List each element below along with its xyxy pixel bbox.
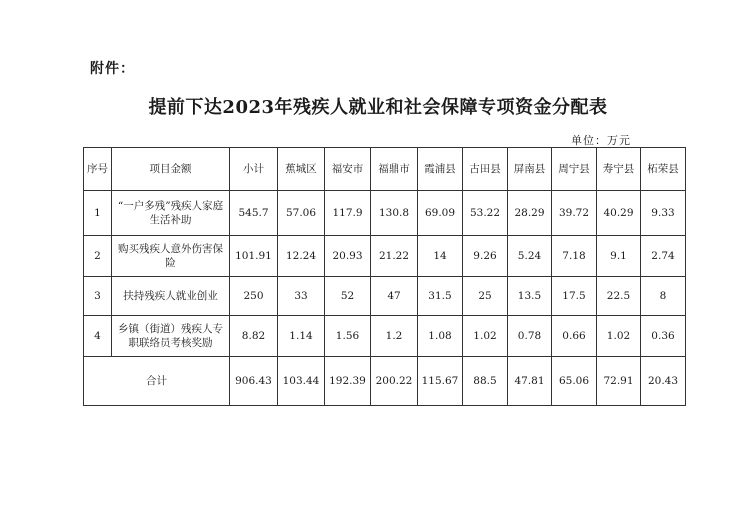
value-cell: 1.2 [371, 316, 418, 357]
value-cell: 13.5 [508, 277, 552, 316]
value-cell: 9.33 [641, 191, 686, 236]
value-cell: 1.02 [597, 316, 641, 357]
value-cell: 117.9 [325, 191, 371, 236]
value-cell: 1.14 [278, 316, 325, 357]
header-cell: 霞浦县 [418, 148, 463, 191]
value-cell: 0.78 [508, 316, 552, 357]
value-cell: 0.66 [552, 316, 597, 357]
row-seq: 1 [84, 191, 112, 236]
value-cell: 8.82 [230, 316, 278, 357]
value-cell: 545.7 [230, 191, 278, 236]
header-cell: 古田县 [463, 148, 508, 191]
table-header-row [84, 148, 686, 191]
value-cell: 9.26 [463, 236, 508, 277]
total-value-cell: 200.22 [371, 357, 418, 406]
value-cell: 57.06 [278, 191, 325, 236]
value-cell: 5.24 [508, 236, 552, 277]
header-cell: 屏南县 [508, 148, 552, 191]
value-cell: 14 [418, 236, 463, 277]
value-cell: 33 [278, 277, 325, 316]
value-cell: 53.22 [463, 191, 508, 236]
total-value-cell: 115.67 [418, 357, 463, 406]
document-title: 提前下达2023年残疾人就业和社会保障专项资金分配表 [148, 97, 608, 118]
value-cell: 12.24 [278, 236, 325, 277]
total-value-cell: 72.91 [597, 357, 641, 406]
value-cell: 28.29 [508, 191, 552, 236]
total-value-cell: 47.81 [508, 357, 552, 406]
value-cell: 130.8 [371, 191, 418, 236]
table-row [84, 316, 686, 357]
value-cell: 39.72 [552, 191, 597, 236]
allocation-table [83, 147, 686, 406]
header-cell: 蕉城区 [278, 148, 325, 191]
header-cell: 序号 [84, 148, 112, 191]
value-cell: 52 [325, 277, 371, 316]
value-cell: 1.56 [325, 316, 371, 357]
value-cell: 0.36 [641, 316, 686, 357]
value-cell: 7.18 [552, 236, 597, 277]
header-cell: 周宁县 [552, 148, 597, 191]
value-cell: 20.93 [325, 236, 371, 277]
row-seq: 3 [84, 277, 112, 316]
total-row [84, 357, 686, 406]
value-cell: 69.09 [418, 191, 463, 236]
row-seq: 2 [84, 236, 112, 277]
value-cell: 40.29 [597, 191, 641, 236]
header-cell: 柘荣县 [641, 148, 686, 191]
value-cell: 250 [230, 277, 278, 316]
table-row [84, 236, 686, 277]
total-value-cell: 88.5 [463, 357, 508, 406]
attachment-label: 附件： [90, 61, 135, 77]
value-cell: 1.08 [418, 316, 463, 357]
value-cell: 2.74 [641, 236, 686, 277]
value-cell: 47 [371, 277, 418, 316]
total-value-cell: 65.06 [552, 357, 597, 406]
value-cell: 22.5 [597, 277, 641, 316]
header-cell: 福安市 [325, 148, 371, 191]
total-value-cell: 20.43 [641, 357, 686, 406]
header-cell: 小计 [230, 148, 278, 191]
total-value-cell: 906.43 [230, 357, 278, 406]
total-label: 合计 [84, 357, 230, 406]
value-cell: 101.91 [230, 236, 278, 277]
total-value-cell: 103.44 [278, 357, 325, 406]
table-row [84, 277, 686, 316]
row-seq: 4 [84, 316, 112, 357]
value-cell: 31.5 [418, 277, 463, 316]
row-item-name: 购买残疾人意外伤害保险 [112, 236, 230, 277]
row-item-name: 扶持残疾人就业创业 [112, 277, 230, 316]
value-cell: 9.1 [597, 236, 641, 277]
row-item-name: 乡镇（街道）残疾人专职联络员考核奖励 [112, 316, 230, 357]
unit-label: 单位：万元 [571, 134, 631, 147]
total-value-cell: 192.39 [325, 357, 371, 406]
row-item-name: “一户多残”残疾人家庭生活补助 [112, 191, 230, 236]
value-cell: 25 [463, 277, 508, 316]
header-cell: 寿宁县 [597, 148, 641, 191]
header-cell: 福鼎市 [371, 148, 418, 191]
value-cell: 8 [641, 277, 686, 316]
table-row [84, 191, 686, 236]
value-cell: 17.5 [552, 277, 597, 316]
header-cell: 项目金额 [112, 148, 230, 191]
value-cell: 1.02 [463, 316, 508, 357]
value-cell: 21.22 [371, 236, 418, 277]
